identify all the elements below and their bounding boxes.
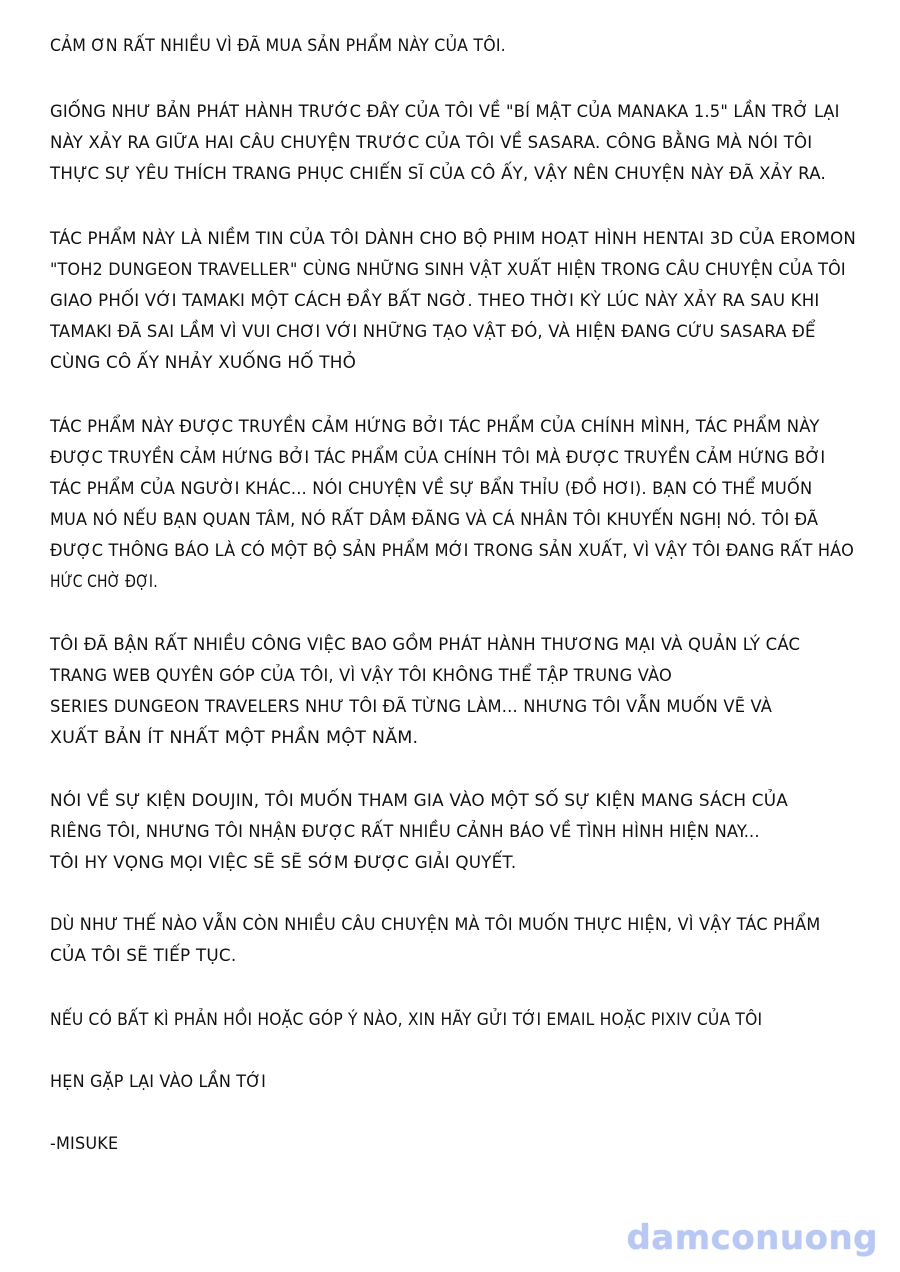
text-line: TÁC PHẨM NÀY ĐƯỢC TRUYỀN CẢM HỨNG BỞI TÁC PHẨM CỦA CHÍNH MÌNH, TÁC PHẨM NÀY [50, 417, 820, 437]
text-line: TRANG WEB QUYÊN GÓP CỦA TÔI, VÌ VẬY TÔI KHÔNG THỂ TẬP TRUNG VÀO [50, 666, 672, 686]
text-line: TÔI ĐÃ BẬN RẤT NHIỀU CÔNG VIỆC BAO GỒM PHÁT HÀNH THƯƠNG MẠI VÀ QUẢN LÝ CÁC [50, 635, 801, 655]
text-line: NÀY XẢY RA GIỮA HAI CÂU CHUYỆN TRƯỚC CỦA TÔI VỀ SASARA. CÔNG BẰNG MÀ NÓI TÔI [50, 133, 813, 153]
text-line: CÙNG CÔ ẤY NHẢY XUỐNG HỐ THỎ [50, 353, 357, 373]
text-line: TÔI HY VỌNG MỌI VIỆC SẼ SẼ SỚM ĐƯỢC GIẢI QUYẾT. [50, 853, 517, 873]
text-line: ĐƯỢC TRUYỀN CẢM HỨNG BỞI TÁC PHẨM CỦA CHÍNH TÔI MÀ ĐƯỢC TRUYỀN CẢM HỨNG BỞI [50, 448, 826, 468]
text-line: HỨC CHỜ ĐỢI. [50, 572, 158, 592]
signature: -MISUKE [50, 1134, 119, 1154]
text-line: MUA NÓ NẾU BẠN QUAN TÂM, NÓ RẤT DÂM ĐÃNG VÀ CÁ NHÂN TÔI KHUYẾN NGHỊ NÓ. TÔI ĐÃ [50, 510, 819, 530]
text-line: XUẤT BẢN ÍT NHẤT MỘT PHẦN MỘT NĂM. [50, 728, 419, 748]
text-line: THỰC SỰ YÊU THÍCH TRANG PHỤC CHIẾN SĨ CỦA CÔ ẤY, VẬY NÊN CHUYỆN NÀY ĐÃ XẢY RA. [50, 164, 826, 184]
text-line: ĐƯỢC THÔNG BÁO LÀ CÓ MỘT BỘ SẢN PHẨM MỚI TRONG SẢN XUẤT, VÌ VẬY TÔI ĐANG RẤT HÁO [50, 541, 855, 561]
text-line: "TOH2 DUNGEON TRAVELLER" CÙNG NHỮNG SINH VẬT XUẤT HIỆN TRONG CÂU CHUYỆN CỦA TÔI [50, 260, 846, 280]
watermark: damconuong [626, 1218, 878, 1258]
text-line: DÙ NHƯ THẾ NÀO VẪN CÒN NHIỀU CÂU CHUYỆN MÀ TÔI MUỐN THỰC HIỆN, VÌ VẬY TÁC PHẨM [50, 915, 821, 935]
text-line: NẾU CÓ BẤT KÌ PHẢN HỒI HOẶC GÓP Ý NÀO, XIN HÃY GỬI TỚI EMAIL HOẶC PIXIV CỦA TÔI [50, 1010, 763, 1030]
text-line: TAMAKI ĐÃ SAI LẦM VÌ VUI CHƠI VỚI NHỮNG TẠO VẬT ĐÓ, VÀ HIỆN ĐANG CỨU SASARA ĐỂ [50, 322, 816, 342]
text-line: RIÊNG TÔI, NHƯNG TÔI NHẬN ĐƯỢC RẤT NHIỀU CẢNH BÁO VỀ TÌNH HÌNH HIỆN NAY... [50, 822, 760, 842]
text-line: GIAO PHỐI VỚI TAMAKI MỘT CÁCH ĐẦY BẤT NGỜ. THEO THỜI KỲ LÚC NÀY XẢY RA SAU KHI [50, 291, 820, 311]
text-line: TÁC PHẨM CỦA NGƯỜI KHÁC... NÓI CHUYỆN VỀ SỰ BẨN THỈU (ĐỒ HƠI). BẠN CÓ THỂ MUỐN [50, 479, 813, 499]
text-line: GIỐNG NHƯ BẢN PHÁT HÀNH TRƯỚC ĐÂY CỦA TÔI VỀ "BÍ MẬT CỦA MANAKA 1.5" LẦN TRỞ LẠI [50, 102, 840, 122]
text-line: CỦA TÔI SẼ TIẾP TỤC. [50, 946, 237, 966]
text-line: SERIES DUNGEON TRAVELERS NHƯ TÔI ĐÃ TỪNG LÀM... NHƯNG TÔI VẪN MUỐN VẼ VÀ [50, 697, 773, 717]
text-line: CẢM ƠN RẤT NHIỀU VÌ ĐÃ MUA SẢN PHẨM NÀY CỦA TÔI. [50, 36, 506, 56]
text-line: TÁC PHẨM NÀY LÀ NIỀM TIN CỦA TÔI DÀNH CHO BỘ PHIM HOẠT HÌNH HENTAI 3D CỦA EROMON [50, 229, 857, 249]
text-line: NÓI VỀ SỰ KIỆN DOUJIN, TÔI MUỐN THAM GIA VÀO MỘT SỐ SỰ KIỆN MANG SÁCH CỦA [50, 791, 788, 811]
text-line: HẸN GẶP LẠI VÀO LẦN TỚI [50, 1072, 267, 1092]
